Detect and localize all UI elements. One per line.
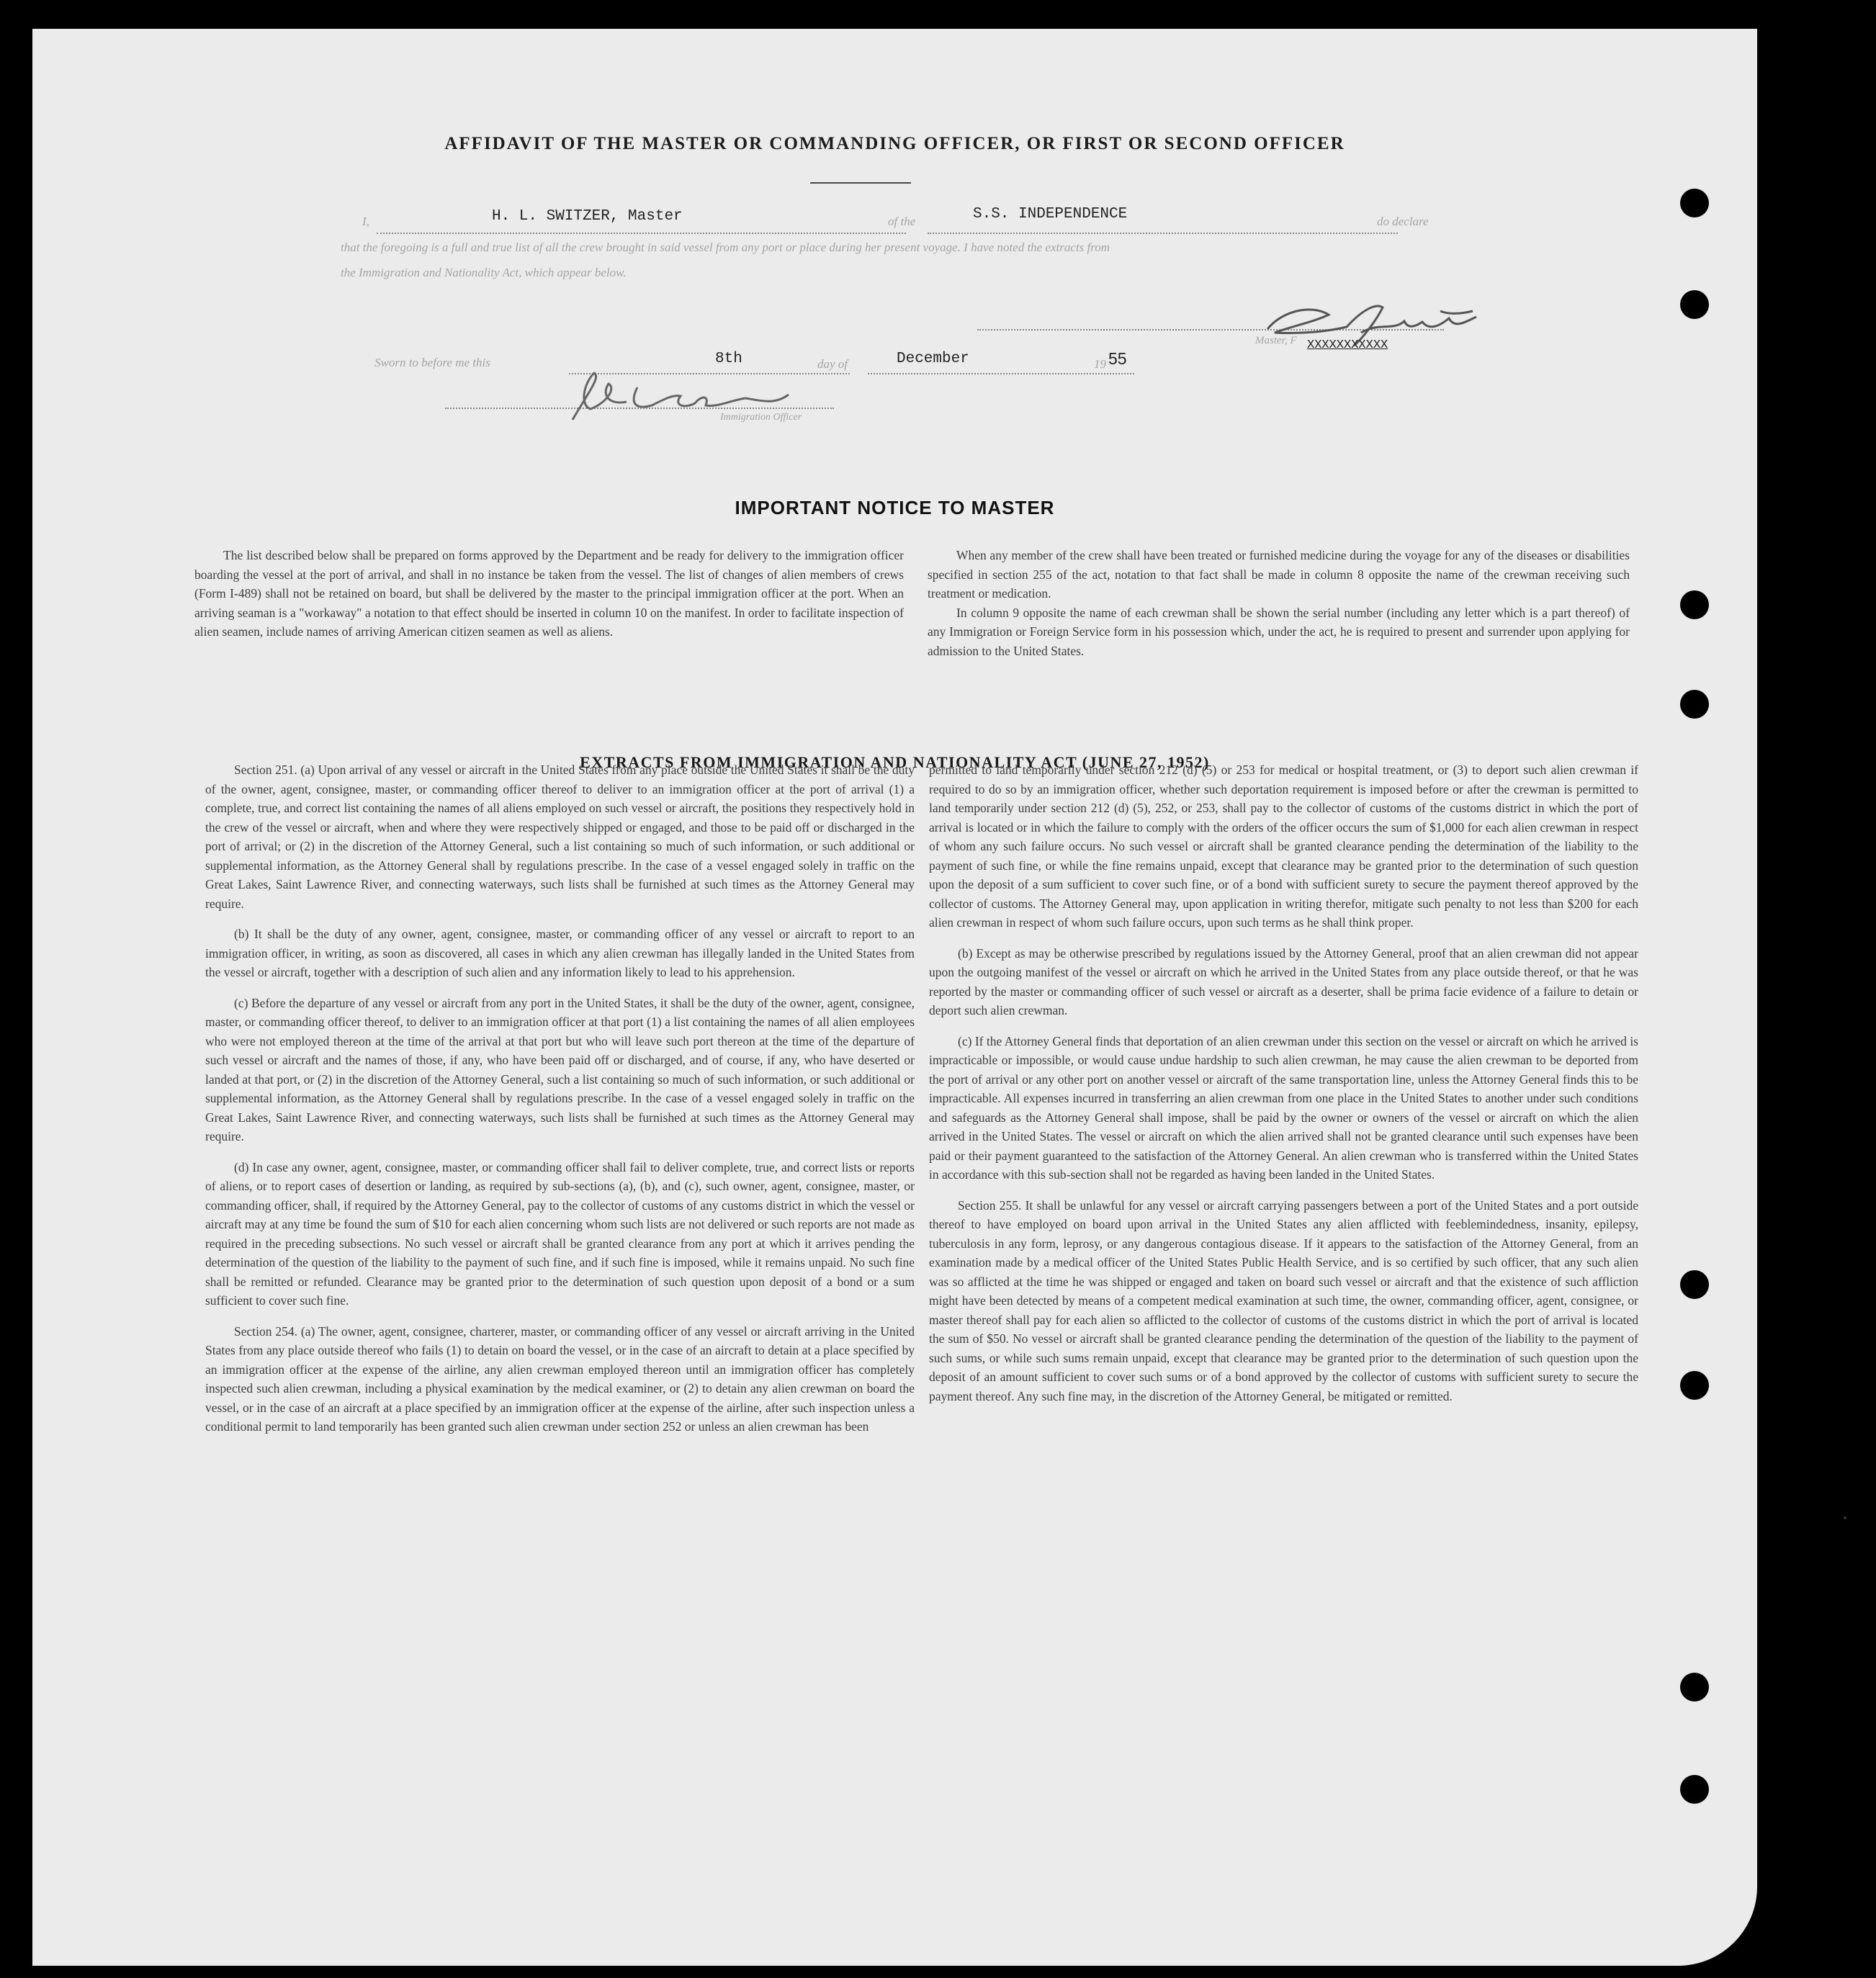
year-value: 55: [1108, 349, 1127, 368]
notice-right-paragraph-1: When any member of the crew shall have been treated or furnished medicine during the voyage for any of the diseases or disabilities specified in section 255 of the act, notation to that fact shall be made in column 8 opposite the name of the crewman receiving such treatment or medication.: [928, 548, 1630, 601]
section-251-d: (d) In case any owner, agent, consignee, master, or commanding officer shall fail to deliver complete, true, and correct lists or reports of aliens, or to report cases of desertion or landing, as required by sub-sections (a), (b), and (c), such owner, agent, consignee, master, or commanding officer, shall, if required by the Attorney General, pay to the collector of customs of any customs district in which the vessel or aircraft may at any time be found the sum of $10 for each alien concerning whom such lists are not delivered or such reports are not made as required in the preceding subsections. No such vessel or aircraft shall be granted clearance from any port at which it arrives pending the determination of the question of the liability to the payment of such fine, and if such fine is imposed, while it remains unpaid. No such fine shall be remitted or refunded. Clearance may be granted prior to the determination of such question upon deposit of a bond or a sum sufficient to cover such fine.: [205, 1159, 915, 1308]
section-254-b: (b) Except as may be otherwise prescribed by regulations issued by the Attorney General, proof that an alien crewman did not appear upon the outgoing manifest of the vessel or aircraft on which he arrived in the United States from any place outside thereof, or that he was reported by the master or commanding officer of such vessel or aircraft as a deserter, shall be prima facie evidence of a failure to detain or deport such alien crewman.: [929, 945, 1638, 1017]
section-251-b: (b) It shall be the duty of any owner, agent, consignee, master, or commanding officer of any vessel or aircraft to report to an immigration officer, in writing, as soon as discovered, all cases in which any alien crewman has illegally landed in the United States from the vessel or aircraft, together with a description of such alien and any information likely to lead to his apprehension.: [205, 927, 915, 979]
day-of-label: day of: [817, 357, 848, 371]
day-value: 8th: [715, 351, 742, 367]
affidavit-prefix: I,: [362, 215, 369, 228]
do-declare-label: do declare: [1377, 215, 1429, 228]
officer-caption: Immigration Officer: [720, 412, 802, 423]
title-rule: [810, 182, 911, 184]
section-251-a: Section 251. (a) Upon arrival of any vessel or aircraft in the United States from any place outside the United States it shall be the duty of the owner, agent, consignee, master, or commanding officer thereof to deliver to an immigration officer at the port of arrival (1) a complete, true, and correct list containing the names of all aliens employed on such vessel or aircraft, the positions they respectively hold in the crew of the vessel or aircraft, when and where they were respectively shipped or engaged, and those to be paid off or discharged in the port of arrival; or (2) in the discretion of the Attorney General, such a list containing so much of such information, or such additional or supplemental information, as the Attorney General shall by regulations prescribe. In the case of a vessel engaged solely in traffic on the Great Lakes, Saint Lawrence River, and connecting waterways, such lists shall be furnished at such times as the Attorney General may require.: [205, 763, 915, 911]
notice-left-paragraph: The list described below shall be prepared on forms approved by the Department and be ready for delivery to the immigration officer boarding the vessel at the port of arrival, and shall in no instance be taken from the vessel. The list of changes of alien members of crews (Form I-489) shall not be retained on board, but shall be delivered by the master to the principal immigration officer at the port. When an arriving seaman is a "workaway" a notation to that effect should be inserted in column 10 on the manifest. In order to facilitate inspection of alien seamen, include names of arriving American citizen seamen as well as aliens.: [194, 548, 904, 639]
binder-hole: [1680, 1371, 1709, 1400]
master-name-value: H. L. SWITZER, Master: [492, 208, 683, 225]
of-the-label: of the: [888, 215, 916, 228]
notice-heading: IMPORTANT NOTICE TO MASTER: [735, 497, 1055, 518]
year-prefix: 19: [1094, 357, 1106, 371]
binder-hole: [1680, 590, 1709, 619]
binder-hole: [1680, 1775, 1709, 1804]
extracts-right-column: [929, 760, 1638, 1411]
binder-hole: [1680, 1673, 1709, 1701]
binder-hole: [1680, 189, 1709, 217]
notice-left-column: [194, 546, 904, 647]
extracts-heading: EXTRACTS FROM IMMIGRATION AND NATIONALITY ACT (JUNE 27, 1952): [580, 753, 1210, 771]
affidavit-line-2: that the foregoing is a full and true list of all the crew brought in said vessel from any port or place during her present voyage. I have noted the extracts from: [341, 240, 1110, 254]
master-signature: [1260, 289, 1498, 369]
vessel-line: [928, 233, 1398, 234]
affidavit-title: AFFIDAVIT OF THE MASTER OR COMMANDING OFFICER, OR FIRST OR SECOND OFFICER: [444, 134, 1345, 153]
section-251-c: (c) Before the departure of any vessel or aircraft from any port in the United States, it shall be the duty of the owner, agent, consignee, master, or commanding officer thereof, to deliver to an immigration officer at that port (1) a list containing the names of all alien employees who were not employed thereon at the time of the arrival at that port but who will leave such port thereon at the time of the departure of such vessel or aircraft and the names of those, if any, who have been paid off or discharged, and of course, if any, who have deserted or landed at that port, or (2) in the discretion of the Attorney General, such a list containing so much of such information, or such additional or supplemental information, as the Attorney General shall by regulations prescribe. In the case of a vessel engaged solely in traffic on the Great Lakes, Saint Lawrence River, and connecting waterways, such lists shall be furnished at such times as the Attorney General may require.: [205, 995, 915, 1143]
binder-hole: [1680, 1270, 1709, 1299]
affidavit-line-3: the Immigration and Nationality Act, which appear below.: [341, 266, 627, 279]
document-page: [32, 29, 1757, 1966]
extracts-left-column: [205, 760, 915, 1442]
notice-right-paragraph-2: In column 9 opposite the name of each crewman shall be shown the serial number (including any letter which is a part thereof) of any Immigration or Foreign Service form in his possession which, under the act, he is required to present and surrender upon applying for admission to the United States.: [928, 605, 1630, 658]
binder-hole: [1680, 290, 1709, 319]
vessel-name-value: S.S. INDEPENDENCE: [973, 206, 1128, 222]
binder-hole: [1680, 690, 1709, 719]
struck-officer-title: XXXXXXXXXXX: [1307, 338, 1388, 352]
master-caption: Master, F: [1255, 335, 1297, 346]
section-254-a-continued: permitted to land temporarily under section 212 (d) (5) or 253 for medical or hospital treatment, or (3) to deport such alien crewman if required to do so by an immigration officer, whether such deportation requirement is imposed before or after the crewman is permitted to land temporarily under section 212 (d) (5), 252, or 253, shall pay to the collector of customs of the customs district in which the port of arrival is located or in which the failure to comply with the orders of the officer occurs the sum of $1,000 for each alien crewman in respect of whom any such failure occurs. No such vessel or aircraft shall be granted clearance pending the determination of the liability to the payment of such fine, or while the fine remains unpaid, except that clearance may be granted prior to the determination of such question upon the deposit of a sum sufficient to cover such fine, or of a bond with sufficient surety to secure the payment thereof approved by the collector of customs. The Attorney General may, upon application in writing therefor, mitigate such penalty to not less than $200 for each alien crewman in respect of whom such failure occurs, upon such terms as he shall think proper.: [929, 763, 1638, 930]
section-254-a: Section 254. (a) The owner, agent, consignee, charterer, master, or commanding officer of any vessel or aircraft arriving in the United States from any place outside thereof who fails (1) to detain on board the vessel, or in the case of an aircraft to detain at a place specified by an immigration officer at the expense of the airline, any alien crewman employed thereon until an immigration officer has completely inspected such alien crewman, including a physical examination by the medical examiner, or (2) to detain any alien crewman on board the vessel, or in the case of an aircraft at a place specified by an immigration officer at the expense of the airline, after such inspection unless a conditional permit to land temporarily has been granted such alien crewman under section 252 or unless an alien crewman has been: [205, 1323, 915, 1434]
section-254-c: (c) If the Attorney General finds that deportation of an alien crewman under this section on the vessel or aircraft on which he arrived is impracticable or impossible, or would cause undue hardship to such alien crewman, he may cause the alien crewman to be deported from the port of arrival or any other port on another vessel or aircraft of the same transportation line, unless the Attorney General finds this to be impracticable. All expenses incurred in transferring an alien crewman from one place in the United States to another under such conditions and safeguards as the Attorney General shall impose, shall be paid by the owner or owners of the vessel or aircraft on which the alien arrived in the United States. The vessel or aircraft on which the alien arrived shall not be granted clearance until such expenses have been paid or their payment guaranteed to the satisfaction of the Attorney General. An alien crewman who is transferred within the United States in accordance with this sub-section shall not be regarded as having been landed in the United States.: [929, 1033, 1638, 1182]
name-line: [377, 233, 906, 234]
month-line: [868, 373, 1134, 374]
speck: [1844, 1516, 1846, 1519]
section-255: Section 255. It shall be unlawful for any vessel or aircraft carrying passengers between a port of the United States and a port outside thereof to have employed on board upon arrival in the United States any alien afflicted with feeblemindedness, insanity, epilepsy, tuberculosis in any form, leprosy, or any dangerous contagious disease. If it appears to the satisfaction of the Attorney General, from an examination made by a medical officer of the United States Public Health Service, and is so certified by such officer, that any such alien was so afflicted at the time he was shipped or engaged and taken on board such vessel or aircraft and that the existence of such affliction might have been detected by means of a competent medical examination at such time, the owner, commanding officer, agent, consignee, or master thereof shall pay for each alien so afflicted to the collector of customs of the customs district in which the port of arrival is located the sum of $50. No vessel or aircraft shall be granted clearance pending the determination of the question of the liability to the payment of such sums, or while such sums remain unpaid, except that clearance may be granted prior to the determination of such question upon the deposit of an amount sufficient to cover such sums or of a bond approved by the collector of customs with sufficient surety to secure the payment thereof. Any such fine may, in the discretion of the Attorney General, be mitigated or remitted.: [929, 1197, 1638, 1403]
month-value: December: [897, 351, 969, 367]
notice-right-column: [928, 546, 1630, 666]
sworn-label: Sworn to before me this: [374, 356, 490, 369]
